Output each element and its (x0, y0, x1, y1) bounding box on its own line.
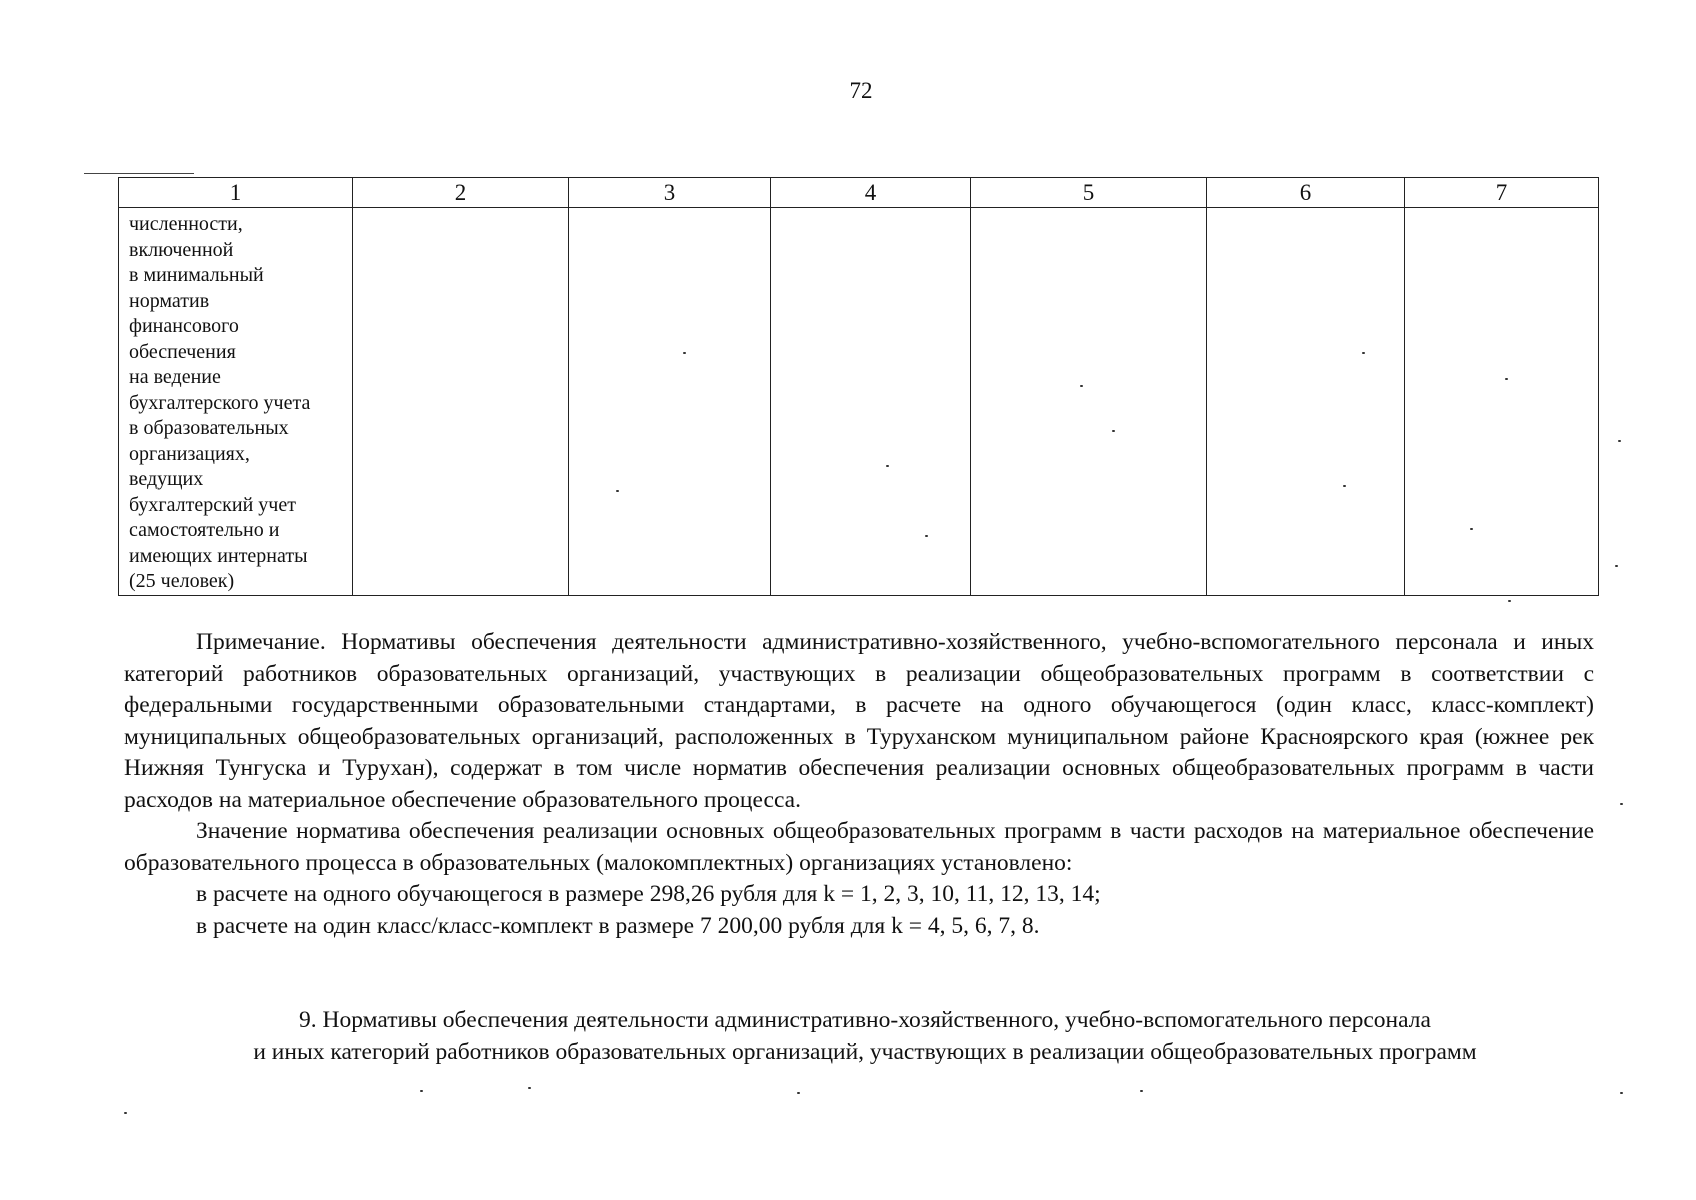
note-line-per-class: в расчете на один класс/класс-комплект в размере 7 200,00 рубля для k = 4, 5, 6, 7, 8. (196, 912, 1040, 939)
row-description: численности, включенной в минимальный норматив финансового обеспечения на ведение бухгалтерского учета в образовательных организациях, ведущих бухгалтерский учет самостоятельно и имеющих интернаты (25 человек) (129, 213, 311, 592)
scan-speck (1112, 430, 1115, 432)
scan-speck (124, 1112, 127, 1114)
norms-table (118, 177, 1599, 596)
table-cell-2 (353, 208, 569, 596)
column-header-6: 6 (1207, 178, 1405, 208)
table-cell-4 (771, 208, 971, 596)
column-header-4: 4 (771, 178, 971, 208)
scan-speck (683, 352, 686, 354)
section-9-title (140, 1004, 1590, 1068)
column-header-5: 5 (971, 178, 1207, 208)
scan-speck (1508, 600, 1511, 602)
scan-speck (1470, 528, 1473, 530)
note-line-per-student: в расчете на одного обучающегося в размере 298,26 рубля для k = 1, 2, 3, 10, 11, 12, 13, 14; (196, 881, 1101, 907)
note-paragraph-1: Примечание. Нормативы обеспечения деятельности административно-хозяйственного, учебно-вспомогательного персонала и иных категорий работников образовательных организаций, участвующих в реализации общеобразовательных программ в соответствии с федеральными государственными образовательными стандартами, в расчете на одного обучающегося (один класс, класс-комплект) муниципальных общеобразовательных организаций, расположенных в Туруханском муниципальном районе Красноярского края (южнее рек Нижняя Тунгуска и Турухан), содержат в том числе норматив обеспечения реализации основных общеобразовательных программ в части расходов на материальное обеспечение образовательного процесса. (124, 629, 1594, 813)
scan-speck (925, 535, 928, 537)
table-cell-6 (1207, 208, 1405, 596)
note-paragraph-2: Значение норматива обеспечения реализации основных общеобразовательных программ в части расходов на материальное обеспечение образовательного процесса в образовательных (малокомплектных) организациях установлено: (124, 818, 1594, 876)
scan-speck (1615, 565, 1618, 567)
scan-speck (1140, 1090, 1143, 1092)
scan-speck (886, 465, 889, 467)
scan-speck (797, 1092, 800, 1094)
table-row (119, 208, 1599, 596)
section-9-title-line-2: и иных категорий работников образовательных организаций, участвующих в реализации общеобразовательных программ (253, 1039, 1477, 1065)
scan-speck (616, 490, 619, 492)
column-header-1: 1 (119, 178, 353, 208)
scan-speck (1080, 385, 1083, 387)
scan-speck (1362, 352, 1365, 354)
note-block (124, 627, 1594, 942)
scan-speck (420, 1090, 423, 1092)
column-header-7: 7 (1405, 178, 1599, 208)
page-number: 72 (849, 78, 873, 103)
table-header-row (119, 178, 1599, 208)
table-cell-7 (1405, 208, 1599, 596)
table-cell-1 (119, 208, 353, 596)
top-rule (84, 173, 194, 174)
scan-speck (528, 1087, 531, 1089)
scan-speck (1620, 1092, 1623, 1094)
table-cell-5 (971, 208, 1207, 596)
section-9-title-line-1: 9. Нормативы обеспечения деятельности административно-хозяйственного, учебно-вспомогательного персонала (299, 1007, 1431, 1033)
scan-speck (1505, 378, 1508, 380)
column-header-3: 3 (569, 178, 771, 208)
scan-speck (1618, 440, 1621, 442)
table-cell-3 (569, 208, 771, 596)
scan-speck (1343, 485, 1346, 487)
scan-speck (1620, 803, 1623, 805)
column-header-2: 2 (353, 178, 569, 208)
